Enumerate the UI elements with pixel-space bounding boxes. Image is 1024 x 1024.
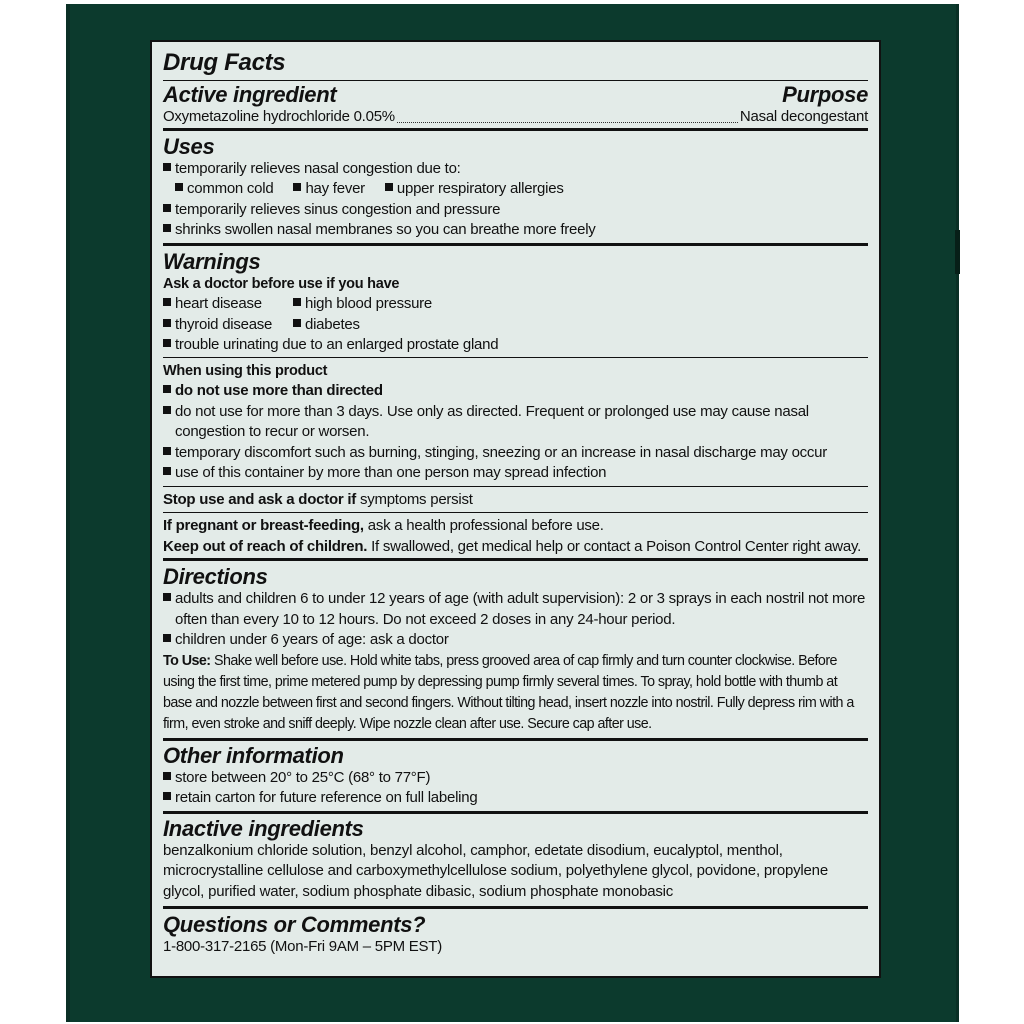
ask-doctor-block [163, 274, 868, 358]
bullet-square [163, 406, 171, 414]
active-ingredient-purpose: Nasal decongestant [739, 108, 868, 125]
bullet-square [163, 593, 171, 601]
active-ingredient-row [163, 107, 868, 128]
drug-facts-panel [150, 40, 881, 978]
other-information-heading: Other information [163, 742, 344, 768]
bullet-square [163, 319, 171, 327]
to-use-paragraph: To Use: Shake well before use. Hold white tabs, press grooved area of cap firmly and turn counter clockwise. Before using the first time, prime metered pump by depressing pump firmly several times. To spray, hold bottle with thumb at base and nozzle between first and second fingers. Without tilting head, insert nozzle into nostril. Fully depress rim with a firm, even stroke and sniff deeply. Wipe nozzle clean after use. Secure cap after use. [163, 652, 854, 732]
directions-item: adults and children 6 to under 12 years of age (with adult supervision): 2 or 3 sprays in each nostril not more often than every 10 to 12 hours. Do not exceed 2 doses in any 24-hour period. [163, 589, 868, 630]
pregnant-line: If pregnant or breast-feeding, ask a health professional before use. [163, 517, 604, 534]
uses-item: shrinks swollen nasal membranes so you can breathe more freely [163, 220, 868, 241]
bullet-square [163, 224, 171, 232]
active-ingredient-name: Oxymetazoline hydrochloride 0.05% [163, 108, 395, 125]
bullet-square [163, 339, 171, 347]
bullet-square [175, 183, 183, 191]
questions-heading: Questions or Comments? [163, 912, 426, 937]
when-using-block [163, 358, 868, 487]
stop-use-block [163, 487, 868, 514]
directions-item: children under 6 years of age: ask a doctor [163, 630, 868, 651]
other-item: store between 20° to 25°C (68° to 77°F) [163, 768, 868, 789]
ask-doctor-row: thyroid disease diabetes [163, 315, 868, 336]
bullet-square [293, 298, 301, 306]
questions-phone: 1-800-317-2165 (Mon-Fri 9AM – 5PM EST) [163, 938, 442, 955]
uses-section [163, 131, 868, 246]
pregnancy-children-block [163, 513, 868, 558]
bullet-square [163, 792, 171, 800]
bullet-square [163, 163, 171, 171]
when-using-heading: When using this product [163, 362, 328, 379]
questions-section [163, 909, 868, 958]
bullet-square [163, 204, 171, 212]
uses-item: temporarily relieves nasal congestion due to: [163, 159, 868, 180]
bullet-square [385, 183, 393, 191]
warnings-heading: Warnings [163, 248, 261, 274]
bullet-square [293, 319, 301, 327]
uses-heading: Uses [163, 133, 215, 159]
bullet-square [293, 183, 301, 191]
ask-doctor-row: heart disease high blood pressure [163, 294, 868, 315]
when-using-item: do not use for more than 3 days. Use only as directed. Frequent or prolonged use may cause nasal congestion to recur or worsen. [163, 402, 868, 443]
bullet-square [163, 385, 171, 393]
inactive-ingredients-heading: Inactive ingredients [163, 815, 364, 841]
active-ingredient-heading: Active ingredient [163, 82, 337, 107]
purpose-heading: Purpose [782, 82, 868, 107]
stop-use-line: Stop use and ask a doctor if symptoms persist [163, 490, 473, 508]
active-ingredient-section [163, 81, 868, 131]
inactive-ingredients-section [163, 814, 868, 910]
warnings-section [163, 246, 868, 562]
active-heading-row [163, 83, 868, 107]
when-using-item: do not use more than directed [163, 381, 868, 402]
carton-edge [955, 230, 960, 274]
other-information-section [163, 741, 868, 814]
bullet-square [163, 772, 171, 780]
when-using-item: temporary discomfort such as burning, stinging, sneezing or an increase in nasal discharge may occur [163, 443, 868, 464]
uses-subitems: common cold hay fever upper respiratory allergies [163, 179, 868, 200]
keep-out-line: Keep out of reach of children. If swallowed, get medical help or contact a Poison Control Center right away. [163, 537, 862, 555]
ask-doctor-heading: Ask a doctor before use if you have [163, 275, 400, 292]
drug-facts-title-section [163, 50, 868, 81]
inactive-ingredients-text: benzalkonium chloride solution, benzyl alcohol, camphor, edetate disodium, eucalyptol, menthol, microcrystalline cellulose and carboxymethylcellulose sodium, polyethylene glycol, povidone, propylene glycol, purified water, sodium phosphate dibasic, sodium phosphate monobasic [163, 841, 828, 900]
bullet-square [163, 634, 171, 642]
bullet-square [163, 467, 171, 475]
directions-heading: Directions [163, 564, 268, 589]
drug-facts-title: Drug Facts [163, 49, 286, 76]
bullet-square [163, 447, 171, 455]
when-using-item: use of this container by more than one person may spread infection [163, 463, 868, 484]
ask-doctor-row: trouble urinating due to an enlarged prostate gland [163, 335, 868, 356]
leader-dots [397, 122, 738, 123]
other-item: retain carton for future reference on full labeling [163, 788, 868, 809]
bullet-square [163, 298, 171, 306]
directions-section [163, 561, 868, 741]
uses-item: temporarily relieves sinus congestion and pressure [163, 200, 868, 221]
